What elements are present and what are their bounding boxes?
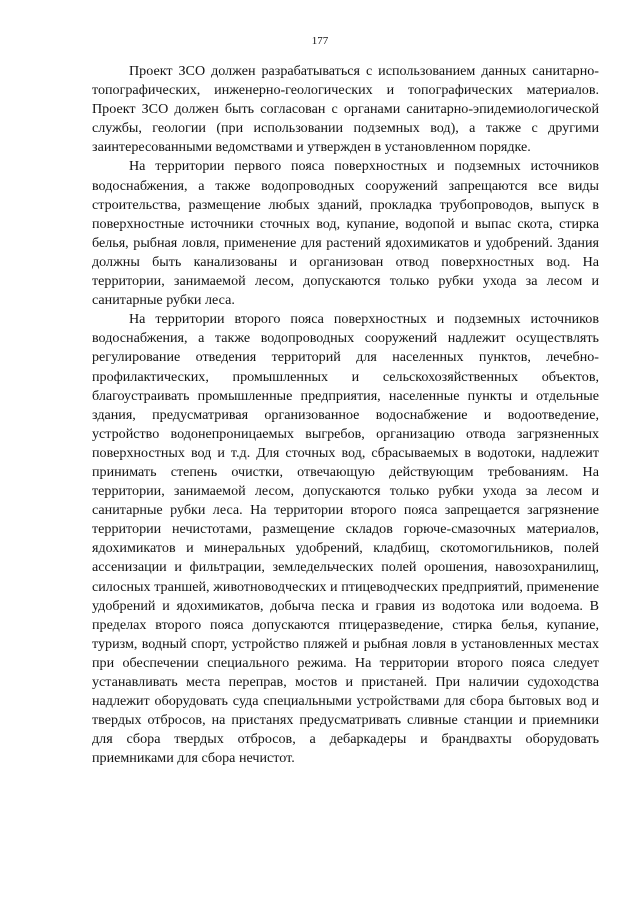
page-number: 177 bbox=[311, 35, 329, 47]
paragraph-project-approval: Проект ЗСО должен разрабатываться с использованием данных санитарно-топографических, инженерно-геологических и топографических материалов. Проект ЗСО должен быть согласован с органами санитарно-эпидемиологической службы, геологии (при использовании подземных вод), а также с другими заинтересованными ведомствами и утвержден в установленном порядке. bbox=[92, 63, 599, 156]
paragraph-second-zone: На территории второго пояса поверхностных и подземных источников водоснабжения, а также водопроводных сооружений надлежит осуществлять регулирование отведения территорий для населенных пунктов, лечебно-профилактических, промышленных и сельскохозяйственных объектов, благоустраивать промышленные предприятия, населенные пункты и отдельные здания, предусматривая организованное водоснабжение и водоотведение, устройство водонепроницаемых выгребов, организацию отвода загрязненных поверхностных вод и т.д. Для сточных вод, сбрасываемых в водотоки, надлежит принимать степень очистки, отвечающую действующим требованиям. На территории, занимаемой лесом, допускаются только рубки ухода за лесом и санитарные рубки леса. На территории второго пояса запрещается загрязнение территории нечистотами, размещение складов горюче-смазочных материалов, ядохимикатов и минеральных удобрений, кладбищ, скотомогильников, полей ассенизации и фильтрации, земледельческих полей орошения, навозохранилищ, силосных траншей, животноводческих и птицеводческих предприятий, применение удобрений и ядохимикатов, добыча песка и гравия из водотока или водоема. В пределах второго пояса допускаются птицеразведение, стирка белья, купание, туризм, водный спорт, устройство пляжей и рыбная ловля в установленных местах при обеспечении специального режима. На территории второго пояса следует устанавливать места переправ, мостов и пристаней. При наличии судоходства надлежит оборудовать суда специальными устройствами для сбора бытовых вод и твердых отбросов, на пристанях предусматривать сливные станции и приемники для сбора твердых отбросов, а дебаркадеры и брандвахты оборудовать приемниками для сбора нечистот. bbox=[92, 311, 599, 767]
page-body bbox=[92, 62, 599, 768]
paragraph-first-zone: На территории первого пояса поверхностных и подземных источников водоснабжения, а также водопроводных сооружений запрещаются все виды строительства, размещение любых зданий, прокладка трубопроводов, выпуск в поверхностные источники сточных вод, купание, водопой и выпас скота, стирка белья, рыбная ловля, применение для растений ядохимикатов и удобрений. Здания должны быть канализованы и организован отвод поверхностных вод. На территории, занимаемой лесом, допускаются только рубки ухода за лесом и санитарные рубки леса. bbox=[92, 158, 599, 309]
